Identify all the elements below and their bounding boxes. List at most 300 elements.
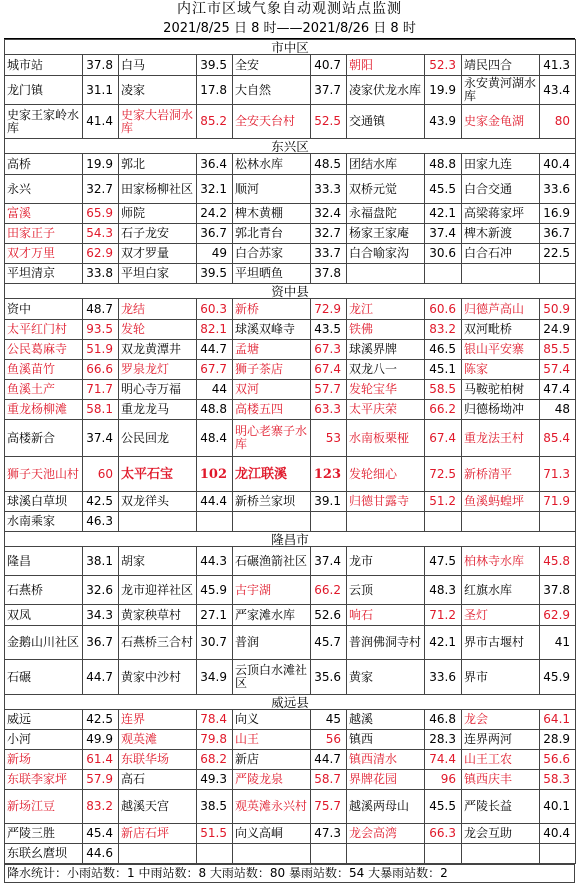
rainfall-value [311, 844, 347, 864]
rainfall-value: 30.7 [197, 626, 233, 660]
district-name: 威远县 [5, 695, 576, 710]
rainfall-value: 51.2 [425, 492, 462, 512]
station-name: 鱼溪蚂蝗坪 [462, 492, 540, 512]
station-name: 石碾 [5, 660, 83, 695]
station-name: 连界 [119, 710, 197, 730]
station-name: 响石 [347, 605, 425, 626]
rainfall-value: 52.6 [311, 605, 347, 626]
rainfall-value: 66.2 [425, 400, 462, 420]
rainfall-value: 57.4 [540, 360, 576, 380]
rainfall-value: 44.3 [197, 547, 233, 576]
rainfall-value: 71.3 [540, 457, 576, 492]
table-row [5, 512, 576, 532]
rainfall-value: 41 [540, 626, 576, 660]
rainfall-value: 40.1 [540, 790, 576, 824]
table-row [5, 750, 576, 770]
rainfall-value: 37.4 [83, 420, 119, 457]
rainfall-value: 39.5 [197, 55, 233, 76]
rainfall-value: 48.5 [311, 154, 347, 175]
rainfall-value: 24.2 [197, 204, 233, 224]
station-name: 白合苏家 [233, 244, 311, 264]
station-name: 孟塘 [233, 340, 311, 360]
table-row [5, 660, 576, 695]
station-name: 金鹅山川社区 [5, 626, 83, 660]
station-name: 水南板栗桠 [347, 420, 425, 457]
rainfall-value: 123 [311, 457, 347, 492]
station-name: 球溪双峰寺 [233, 320, 311, 340]
district-name: 东兴区 [5, 139, 576, 154]
rainfall-value: 48.8 [425, 154, 462, 175]
station-name [462, 264, 540, 284]
rainfall-value: 52.3 [425, 55, 462, 76]
station-name: 归德杨坳冲 [462, 400, 540, 420]
district-header-row [5, 532, 576, 547]
rainfall-value: 66.6 [83, 360, 119, 380]
station-name: 高楼新合 [5, 420, 83, 457]
station-name [119, 512, 197, 532]
table-row [5, 299, 576, 320]
station-name: 团结水库 [347, 154, 425, 175]
rainfall-value: 49 [197, 244, 233, 264]
rainfall-value: 58.1 [83, 400, 119, 420]
rainfall-value: 83.2 [83, 790, 119, 824]
district-name: 市中区 [5, 40, 576, 55]
station-name: 新桥 [233, 299, 311, 320]
station-name: 狮子天池山村 [5, 457, 83, 492]
rainfall-value: 85.5 [540, 340, 576, 360]
station-name: 新场江豆 [5, 790, 83, 824]
station-name: 球溪白草坝 [5, 492, 83, 512]
station-name: 史家王家岭水库 [5, 105, 83, 139]
station-name: 水南乘家 [5, 512, 83, 532]
rainfall-value: 31.1 [83, 76, 119, 105]
station-name: 太平庆荣 [347, 400, 425, 420]
rainfall-value: 49.9 [83, 730, 119, 750]
rainfall-value: 65.9 [83, 204, 119, 224]
rainfall-value: 45.8 [540, 547, 576, 576]
rainfall-value: 37.7 [311, 76, 347, 105]
station-name: 双龙徉头 [119, 492, 197, 512]
rainfall-value: 53 [311, 420, 347, 457]
station-name: 龙江 [347, 299, 425, 320]
station-name: 新店 [233, 750, 311, 770]
station-name: 石燕桥三合村 [119, 626, 197, 660]
rainfall-value: 24.9 [540, 320, 576, 340]
rainfall-value: 48.3 [425, 576, 462, 605]
station-name: 狮子茶店 [233, 360, 311, 380]
rainfall-value: 17.8 [197, 76, 233, 105]
station-name: 发轮细心 [347, 457, 425, 492]
station-name [233, 844, 311, 864]
rainfall-value: 45.7 [311, 626, 347, 660]
rainfall-value: 32.7 [83, 175, 119, 204]
rainfall-value: 44.7 [83, 660, 119, 695]
district-header-row [5, 695, 576, 710]
station-name: 山王 [233, 730, 311, 750]
rainfall-value: 85.2 [197, 105, 233, 139]
rainfall-value: 36.7 [83, 626, 119, 660]
station-name: 归德甘露寺 [347, 492, 425, 512]
rainfall-value: 32.6 [83, 576, 119, 605]
rainfall-value: 40.4 [540, 824, 576, 844]
station-name: 富溪 [5, 204, 83, 224]
station-name: 双龙黄潭井 [119, 340, 197, 360]
station-name: 龙会互助 [462, 824, 540, 844]
district-header-row [5, 284, 576, 299]
station-name: 东联幺麿坝 [5, 844, 83, 864]
station-name: 东联华场 [119, 750, 197, 770]
district-name: 资中县 [5, 284, 576, 299]
rainfall-value: 43.9 [425, 105, 462, 139]
station-name: 双河毗桥 [462, 320, 540, 340]
rainfall-value: 42.1 [425, 626, 462, 660]
table-row [5, 360, 576, 380]
rainfall-value: 41.4 [83, 105, 119, 139]
rainfall-value [540, 512, 576, 532]
rainfall-value: 36.7 [540, 224, 576, 244]
rainfall-value: 42.5 [83, 492, 119, 512]
station-name: 双龙八一 [347, 360, 425, 380]
rainfall-value: 42.1 [425, 204, 462, 224]
rainfall-value: 68.2 [197, 750, 233, 770]
station-name: 发轮 [119, 320, 197, 340]
station-name [347, 844, 425, 864]
station-name: 越溪天宫 [119, 790, 197, 824]
rainfall-value: 60 [83, 457, 119, 492]
station-name: 界牌花园 [347, 770, 425, 790]
rainfall-value: 44 [197, 380, 233, 400]
rainfall-value: 48.8 [197, 400, 233, 420]
rainfall-value: 41.3 [540, 55, 576, 76]
rainfall-value: 72.9 [311, 299, 347, 320]
station-name: 凌家伏龙水库 [347, 76, 425, 105]
station-name: 新店石坪 [119, 824, 197, 844]
station-name: 越溪 [347, 710, 425, 730]
rainfall-value: 45.9 [540, 660, 576, 695]
station-name [347, 264, 425, 284]
station-name: 铁佛 [347, 320, 425, 340]
station-name: 郭北 [119, 154, 197, 175]
station-name: 严陵三胜 [5, 824, 83, 844]
date-range: 2021/8/25 日 8 时——2021/8/26 日 8 时 [4, 19, 575, 39]
rainfall-value: 66.3 [425, 824, 462, 844]
rainfall-value: 44.6 [83, 844, 119, 864]
station-name: 公民回龙 [119, 420, 197, 457]
station-name: 高桥 [5, 154, 83, 175]
rainfall-value: 33.6 [425, 660, 462, 695]
table-row [5, 605, 576, 626]
station-name: 龙门镇 [5, 76, 83, 105]
table-row [5, 576, 576, 605]
rainfall-value: 45.4 [83, 824, 119, 844]
report-sheet [4, 0, 575, 883]
table-row [5, 244, 576, 264]
rainfall-value: 46.5 [425, 340, 462, 360]
station-name: 云顶白水滩社区 [233, 660, 311, 695]
rainfall-value: 58.3 [540, 770, 576, 790]
rainfall-value: 79.8 [197, 730, 233, 750]
station-name: 石碾渔箭社区 [233, 547, 311, 576]
station-name: 田家九连 [462, 154, 540, 175]
station-name: 明心老寨子水库 [233, 420, 311, 457]
rainfall-value: 44.4 [197, 492, 233, 512]
table-row [5, 730, 576, 750]
station-name: 顺河 [233, 175, 311, 204]
station-name: 田家杨柳社区 [119, 175, 197, 204]
station-name [462, 844, 540, 864]
rainfall-value: 43.4 [540, 76, 576, 105]
station-name: 威远 [5, 710, 83, 730]
rainfall-value: 85.4 [540, 420, 576, 457]
station-name: 观英滩 [119, 730, 197, 750]
table-row [5, 320, 576, 340]
rainfall-value: 33.3 [311, 175, 347, 204]
station-name: 永安黄河湖水库 [462, 76, 540, 105]
table-row [5, 710, 576, 730]
station-name: 东联李家坪 [5, 770, 83, 790]
station-name: 严陵龙泉 [233, 770, 311, 790]
rainfall-value: 28.9 [540, 730, 576, 750]
rainfall-value: 67.4 [311, 360, 347, 380]
station-name: 城市站 [5, 55, 83, 76]
station-name [462, 512, 540, 532]
station-name: 黄家 [347, 660, 425, 695]
rainfall-value: 71.7 [83, 380, 119, 400]
rainfall-value: 67.3 [311, 340, 347, 360]
station-name: 史家大岩洞水库 [119, 105, 197, 139]
station-name: 双河 [233, 380, 311, 400]
rainfall-value: 40.7 [311, 55, 347, 76]
station-name: 椑木黄棚 [233, 204, 311, 224]
station-name: 小河 [5, 730, 83, 750]
table-row [5, 492, 576, 512]
station-name: 新桥清平 [462, 457, 540, 492]
rainfall-value [540, 844, 576, 864]
station-name: 云顶 [347, 576, 425, 605]
station-name: 靖民四合 [462, 55, 540, 76]
district-name: 隆昌市 [5, 532, 576, 547]
rainfall-value: 33.6 [540, 175, 576, 204]
rainfall-value: 60.6 [425, 299, 462, 320]
rainfall-value: 46.8 [425, 710, 462, 730]
rainfall-value: 62.9 [540, 605, 576, 626]
station-name [347, 512, 425, 532]
station-name: 史家金龟湖 [462, 105, 540, 139]
station-name: 严陵长益 [462, 790, 540, 824]
table-row [5, 824, 576, 844]
station-name: 公民葛麻寺 [5, 340, 83, 360]
rainfall-value: 45.9 [197, 576, 233, 605]
station-name: 郭北青台 [233, 224, 311, 244]
station-name: 龙市迎祥社区 [119, 576, 197, 605]
rainfall-value: 19.9 [83, 154, 119, 175]
table-row [5, 400, 576, 420]
rainfall-value [197, 844, 233, 864]
rainfall-value: 62.9 [83, 244, 119, 264]
station-name: 归德芦高山 [462, 299, 540, 320]
rainfall-value: 27.1 [197, 605, 233, 626]
rainfall-value: 47.5 [425, 547, 462, 576]
station-name: 高楼五四 [233, 400, 311, 420]
rainfall-value: 40.4 [540, 154, 576, 175]
station-name [233, 512, 311, 532]
rainfall-value: 96 [425, 770, 462, 790]
table-row [5, 790, 576, 824]
station-name: 交通镇 [347, 105, 425, 139]
rainfall-value: 33.7 [311, 244, 347, 264]
rainfall-value: 35.6 [311, 660, 347, 695]
station-name: 朝阳 [347, 55, 425, 76]
table-row [5, 204, 576, 224]
station-name: 马鞍驼柏树 [462, 380, 540, 400]
station-name: 向义 [233, 710, 311, 730]
station-name: 龙会 [462, 710, 540, 730]
rainfall-value: 28.3 [425, 730, 462, 750]
station-name: 太平红门村 [5, 320, 83, 340]
station-name: 太平石宝 [119, 457, 197, 492]
station-name: 红旗水库 [462, 576, 540, 605]
rain-summary: 降水统计：小雨站数：1 中雨站数：8 大雨站数：80 暴雨站数：54 大暴雨站数：2 [5, 865, 575, 883]
station-name: 龙会高湾 [347, 824, 425, 844]
rainfall-value: 58.7 [311, 770, 347, 790]
station-name: 凌家 [119, 76, 197, 105]
station-name: 椑木新渡 [462, 224, 540, 244]
station-name: 隆昌 [5, 547, 83, 576]
rainfall-value: 58.5 [425, 380, 462, 400]
station-name: 越溪两母山 [347, 790, 425, 824]
rainfall-value: 44.7 [311, 750, 347, 770]
rainfall-value: 51.5 [197, 824, 233, 844]
station-name: 新桥兰家坝 [233, 492, 311, 512]
rainfall-value: 80 [540, 105, 576, 139]
station-table [4, 39, 576, 864]
station-name: 鱼溪苗竹 [5, 360, 83, 380]
table-row [5, 154, 576, 175]
rainfall-value: 51.9 [83, 340, 119, 360]
station-name: 师院 [119, 204, 197, 224]
station-name: 鱼溪土产 [5, 380, 83, 400]
rainfall-value: 45.5 [425, 790, 462, 824]
station-name: 全安天台村 [233, 105, 311, 139]
rainfall-value: 45.5 [425, 175, 462, 204]
station-name: 白合喻家沟 [347, 244, 425, 264]
rainfall-value [425, 264, 462, 284]
rainfall-value [425, 844, 462, 864]
station-name: 镇西清水 [347, 750, 425, 770]
rainfall-value: 46.3 [83, 512, 119, 532]
rainfall-value [197, 512, 233, 532]
station-name: 柏林寺水库 [462, 547, 540, 576]
rainfall-value: 49.3 [197, 770, 233, 790]
rainfall-value: 66.2 [311, 576, 347, 605]
rainfall-value: 74.4 [425, 750, 462, 770]
station-name: 平坦白家 [119, 264, 197, 284]
table-row [5, 264, 576, 284]
rainfall-value: 93.5 [83, 320, 119, 340]
station-name: 黄家中沙村 [119, 660, 197, 695]
station-name: 普润 [233, 626, 311, 660]
station-name: 镇西庆丰 [462, 770, 540, 790]
station-name: 双凤 [5, 605, 83, 626]
station-name: 普润佛洞寺村 [347, 626, 425, 660]
station-name: 白合交通 [462, 175, 540, 204]
station-name: 双才罗量 [119, 244, 197, 264]
rainfall-value: 67.4 [425, 420, 462, 457]
rainfall-value: 39.1 [311, 492, 347, 512]
station-name: 平坦清京 [5, 264, 83, 284]
district-header-row [5, 40, 576, 55]
rainfall-value [311, 512, 347, 532]
rainfall-value: 45 [311, 710, 347, 730]
station-name: 胡家 [119, 547, 197, 576]
station-name: 观英滩永兴村 [233, 790, 311, 824]
rainfall-value: 32.7 [311, 224, 347, 244]
rainfall-value: 32.4 [311, 204, 347, 224]
rainfall-value: 34.9 [197, 660, 233, 695]
station-name: 田家正子 [5, 224, 83, 244]
rainfall-value: 32.1 [197, 175, 233, 204]
rainfall-value: 52.5 [311, 105, 347, 139]
station-name: 界市 [462, 660, 540, 695]
rainfall-value: 19.9 [425, 76, 462, 105]
station-name: 双桥元觉 [347, 175, 425, 204]
rainfall-value: 82.1 [197, 320, 233, 340]
table-row [5, 55, 576, 76]
rainfall-value: 56 [311, 730, 347, 750]
station-name: 重龙法王村 [462, 420, 540, 457]
rainfall-value: 22.5 [540, 244, 576, 264]
rainfall-value: 54.3 [83, 224, 119, 244]
station-name: 黄家秧草村 [119, 605, 197, 626]
rainfall-value: 38.5 [197, 790, 233, 824]
station-name: 古宇湖 [233, 576, 311, 605]
table-row [5, 380, 576, 400]
rainfall-value: 37.4 [311, 547, 347, 576]
station-name: 陈家 [462, 360, 540, 380]
rainfall-value: 64.1 [540, 710, 576, 730]
station-name [119, 844, 197, 864]
station-name: 全安 [233, 55, 311, 76]
rainfall-value: 47.3 [311, 824, 347, 844]
rainfall-value: 63.3 [311, 400, 347, 420]
station-name: 银山平安寨 [462, 340, 540, 360]
station-name: 龙市 [347, 547, 425, 576]
rainfall-value: 37.8 [83, 55, 119, 76]
station-name: 松林水库 [233, 154, 311, 175]
table-row [5, 76, 576, 105]
rainfall-value: 57.9 [83, 770, 119, 790]
station-name: 连界两河 [462, 730, 540, 750]
rainfall-value: 36.7 [197, 224, 233, 244]
table-row [5, 105, 576, 139]
station-name: 界市古堰村 [462, 626, 540, 660]
district-header-row [5, 139, 576, 154]
station-name: 高石 [119, 770, 197, 790]
rainfall-value: 37.4 [425, 224, 462, 244]
station-name: 圣灯 [462, 605, 540, 626]
station-name: 严家滩水库 [233, 605, 311, 626]
rainfall-value: 37.8 [540, 576, 576, 605]
station-name: 罗泉龙灯 [119, 360, 197, 380]
station-name: 双才万里 [5, 244, 83, 264]
rainfall-value: 39.5 [197, 264, 233, 284]
station-name: 向义高峒 [233, 824, 311, 844]
station-name: 白合石冲 [462, 244, 540, 264]
table-row [5, 224, 576, 244]
table-row [5, 420, 576, 457]
station-name: 新场 [5, 750, 83, 770]
rainfall-value: 72.5 [425, 457, 462, 492]
